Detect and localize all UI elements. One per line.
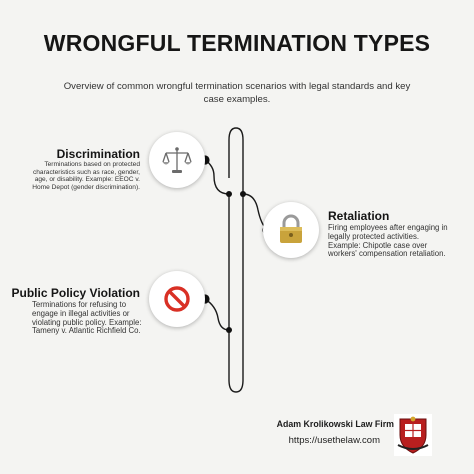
retaliation-icon-circle — [263, 202, 319, 258]
retaliation-heading: Retaliation — [328, 209, 390, 223]
public-policy-description: Terminations for refusing to engage in illegal activities or violating public policy. Example: Tameny v. Atlantic Richfield Co. — [32, 300, 142, 336]
discrimination-description: Terminations based on protected characteristics such as race, gender, age, or disability. Example: EEOC v. Home Depot (gender discrimination). — [32, 161, 140, 191]
firm-logo — [394, 414, 432, 456]
public-policy-icon-circle — [149, 271, 205, 327]
padlock-icon — [276, 214, 306, 246]
discrimination-heading: Discrimination — [56, 147, 140, 161]
public-policy-heading: Public Policy Violation — [11, 286, 140, 300]
discrimination-junction-dot — [226, 191, 232, 197]
public-policy-junction-dot — [226, 327, 232, 333]
law-firm-crest-icon — [396, 415, 430, 455]
prohibited-sign-icon — [163, 285, 191, 313]
firm-url-link[interactable]: https://usethelaw.com — [288, 435, 380, 446]
discrimination-icon-circle — [149, 132, 205, 188]
scales-of-justice-icon — [161, 144, 193, 176]
timeline-loop-path — [229, 128, 243, 392]
page-subtitle: Overview of common wrongful termination scenarios with legal standards and key case examples. — [63, 81, 411, 105]
discrimination-branch-path — [205, 160, 229, 194]
public-policy-branch-path — [205, 299, 229, 330]
page-title: WRONGFUL TERMINATION TYPES — [43, 30, 431, 56]
firm-name: Adam Krolikowski Law Firm — [276, 419, 394, 429]
retaliation-description: Firing employees after engaging in legally protected activities. Example: Chipotle case over workers' compensation retaliation. — [328, 223, 448, 259]
retaliation-junction-dot — [240, 191, 246, 197]
